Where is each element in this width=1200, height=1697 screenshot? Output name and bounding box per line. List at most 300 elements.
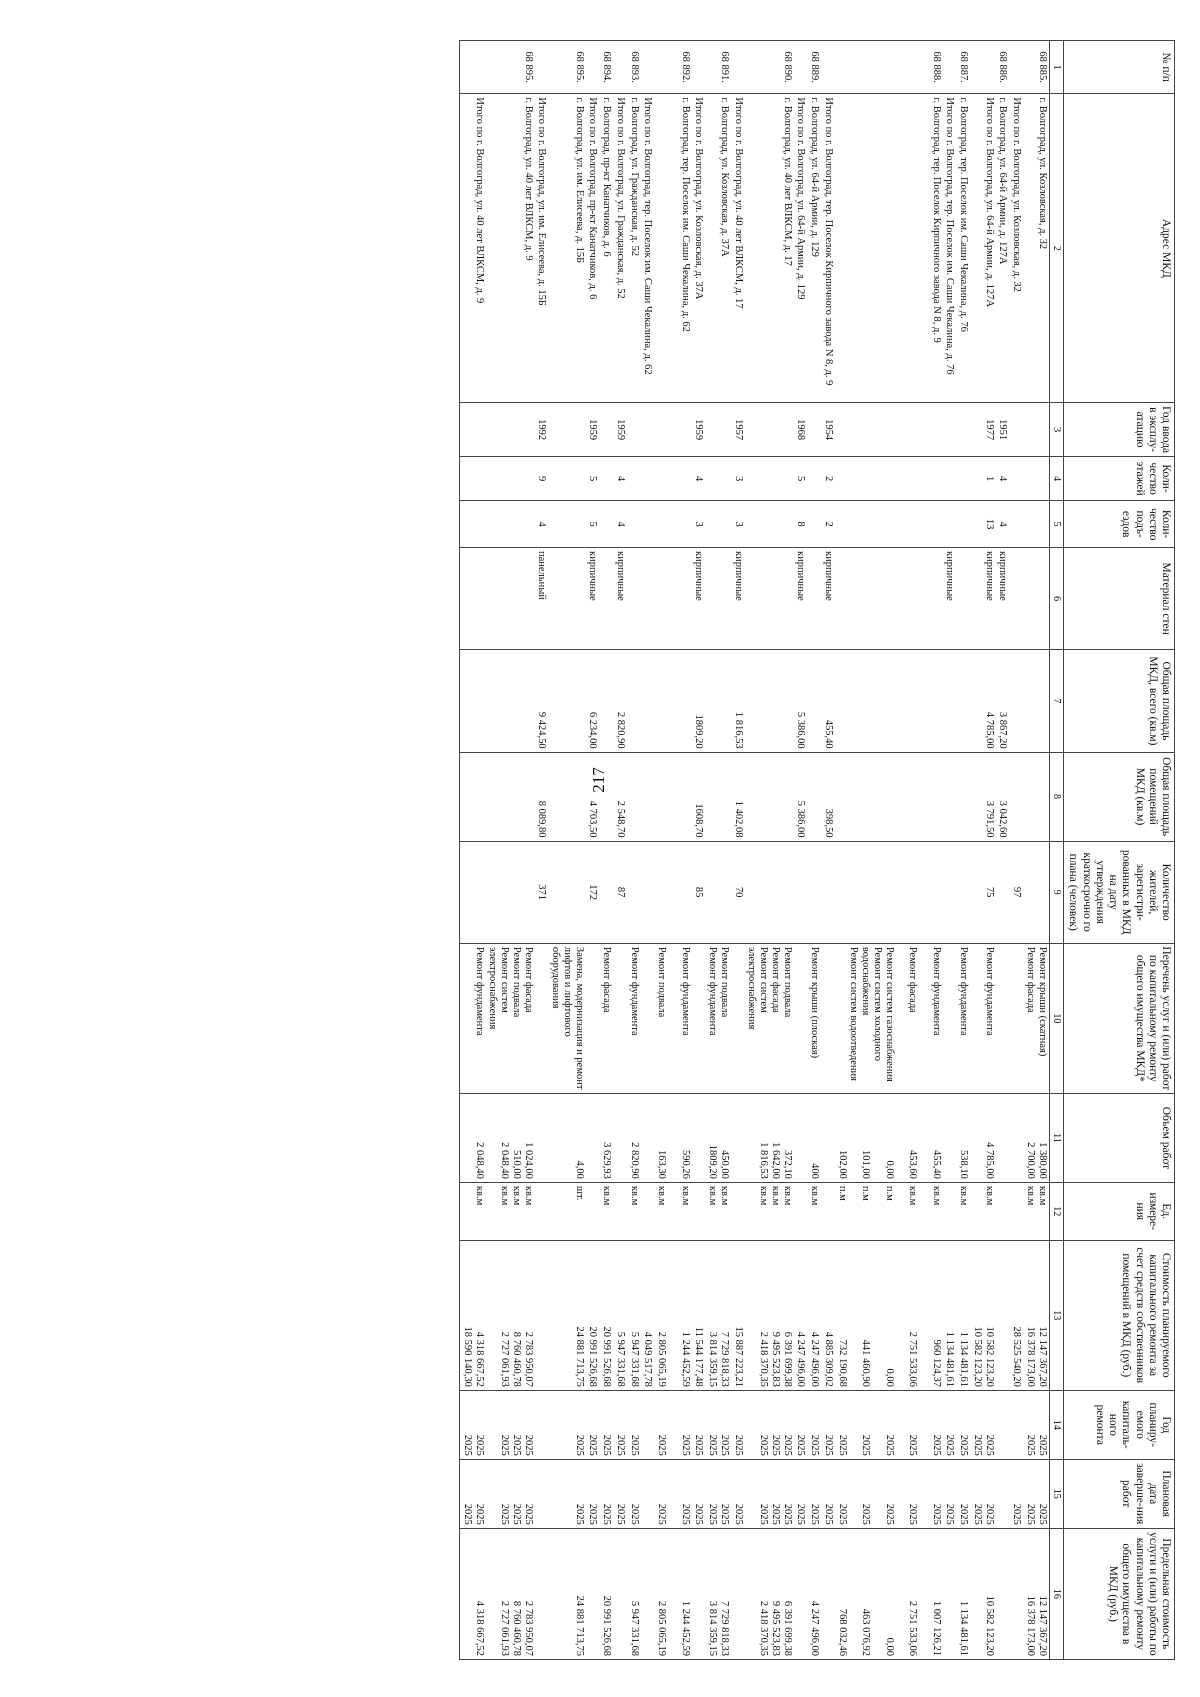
floors-cell [641,456,655,500]
premises-area-cell: 1608,70 [692,752,706,841]
wall-material-cell [655,547,692,649]
total-area-cell [943,650,957,752]
unit-cell: кв.м [808,1182,822,1240]
residents-cell [1023,841,1049,943]
limit-cost-cell: 4 318 667,52 [460,1528,486,1659]
address-cell: Итого по г. Волгоград, ул. 64-й Армии, д. 129 [794,94,808,403]
row-number: 68 893. [627,41,641,94]
repair-year-cell: 2025 [549,1390,586,1459]
col-index: 10 [1049,943,1064,1093]
volume-cell [943,1093,957,1182]
table-row [655,41,692,1660]
unit-cell [821,1182,835,1240]
table-row [613,41,627,1660]
total-area-cell [627,650,641,752]
completion-date-cell: 2025 2025 2025 2025 2025 [835,1459,943,1528]
repair-year-cell [1010,1390,1024,1459]
entrances-cell: 3 [692,501,706,548]
table-row [821,41,835,1660]
residents-cell: 172 [586,841,600,943]
table-row [486,41,535,1660]
floors-cell [706,456,732,500]
total-area-cell: 1 816,53 [731,650,745,752]
cost-cell: 4 247 496,00 [808,1240,822,1390]
completion-date-cell: 2025 [943,1459,957,1528]
completion-date-cell: 2025 [794,1459,808,1528]
floors-cell [655,456,692,500]
works-cell [996,943,1010,1093]
limit-cost-cell: 1 134 481,61 [957,1528,971,1659]
premises-area-cell: 4 703,50 [586,752,600,841]
header-premises-area: Общая площадь помещений МКД (кв.м) [1064,752,1175,841]
repair-year-cell: 2025 [943,1390,957,1459]
address-cell: г. Волгоград, ул. им. Елисеева, д. 15Б [549,94,586,403]
header-repair-year: Год планиру-емого капиталь-ного ремонта [1064,1390,1175,1459]
row-number [821,41,835,94]
entrances-cell: 4 [996,501,1010,548]
wall-material-cell: кирпичные [996,547,1010,649]
address-cell: Итого по г. Волгоград, ул. Козловская, д. 37А [692,94,706,403]
premises-area-cell [600,752,614,841]
residents-cell [808,841,822,943]
total-area-cell: 4 785,00 [970,650,996,752]
works-cell: Ремонт фундамента [970,943,996,1093]
year-cell: 1992 [535,403,549,456]
total-area-cell [641,650,655,752]
header-wall-material: Материал стен [1064,547,1175,649]
unit-cell: кв.м кв.м [655,1182,692,1240]
header-residents: Количество жителей, зарегистри-рованных в МКД на дату утверждения краткосрочно го плана (человек) [1064,841,1175,943]
wall-material-cell: кирпичные [794,547,808,649]
completion-date-cell: 2025 [549,1459,586,1528]
works-cell [821,943,835,1093]
completion-date-cell: 2025 [731,1459,745,1528]
unit-cell: кв.м кв.м кв.м [486,1182,535,1240]
row-number [794,41,808,94]
entrances-cell: 8 [794,501,808,548]
repair-year-cell: 2025 [692,1390,706,1459]
entrances-cell [957,501,971,548]
row-number: 68 892. [655,41,692,94]
residents-cell [943,841,957,943]
premises-area-cell [1023,752,1049,841]
row-number [692,41,706,94]
table-row [957,41,971,1660]
limit-cost-cell [586,1528,600,1659]
floors-cell [943,456,957,500]
volume-cell: 372,10 1 642,00 1 816,53 [745,1093,794,1182]
address-cell: г. Волгоград, ул. Козловская, д. 37А [706,94,732,403]
limit-cost-cell: 6 391 699,38 9 495 523,83 2 418 370,35 [745,1528,794,1659]
cost-cell: 28 525 540,20 [1010,1240,1024,1390]
entrances-cell [641,501,655,548]
floors-cell [835,456,943,500]
works-cell: Ремонт фундамента Ремонт подвала [655,943,692,1093]
residents-cell [600,841,614,943]
volume-cell [794,1093,808,1182]
unit-cell: шт. [549,1182,586,1240]
residents-cell: 75 [970,841,996,943]
year-cell [706,403,732,456]
limit-cost-cell [535,1528,549,1659]
volume-cell: 4 785,00 [970,1093,996,1182]
repair-year-cell: 2025 2025 2025 2025 2025 [835,1390,943,1459]
header-limit-cost: Предельная стоимость услуги и (или) работы по капитальному ремонту общего имущества в МКД (руб.) [1064,1528,1175,1659]
row-number: 68 889. [808,41,822,94]
col-index: 1 [1049,41,1064,94]
premises-area-cell [460,752,486,841]
year-cell: 1959 [613,403,627,456]
unit-cell [943,1182,957,1240]
unit-cell: кв.м [460,1182,486,1240]
address-cell: Итого по г. Волгоград, ул. Гражданская, д. 52 [613,94,627,403]
repair-year-cell: 2025 [794,1390,808,1459]
row-number [460,41,486,94]
wall-material-cell [549,547,586,649]
premises-area-cell: 398,50 [821,752,835,841]
residents-cell [996,841,1010,943]
wall-material-cell: кирпичные [692,547,706,649]
repair-year-cell: 2025 [957,1390,971,1459]
works-cell: Ремонт подвала Ремонт фасада Ремонт систем электроснабжения [745,943,794,1093]
header-unit: Ед. измере-ния [1064,1182,1175,1240]
col-index: 6 [1049,547,1064,649]
entrances-cell [745,501,794,548]
repair-year-cell [535,1390,549,1459]
works-cell [692,943,706,1093]
cost-cell [535,1240,549,1390]
year-cell [1023,403,1049,456]
volume-cell: 4,00 [549,1093,586,1182]
volume-cell [641,1093,655,1182]
premises-area-cell [706,752,732,841]
completion-date-cell: 2025 [957,1459,971,1528]
wall-material-cell [600,547,614,649]
cost-cell: 12 147 367,20 16 378 173,00 [1023,1240,1049,1390]
address-cell: Итого по г. Волгоград, ул. им. Елисеева, д. 15Б [535,94,549,403]
row-number [613,41,627,94]
floors-cell [627,456,641,500]
cost-cell: 4 247 496,00 [794,1240,808,1390]
col-index: 15 [1049,1459,1064,1528]
address-cell: Итого по г. Волгоград, пр-кт Канатчиков, д. 6 [586,94,600,403]
wall-material-cell [957,547,971,649]
total-area-cell: 455,40 [821,650,835,752]
row-number: 68 887. [957,41,971,94]
header-num: № п/п [1064,41,1175,94]
floors-cell [1023,456,1049,500]
year-cell [627,403,641,456]
year-cell [835,403,943,456]
floors-cell: 2 [821,456,835,500]
cost-cell: 10 582 123,20 10 582 123,20 [970,1240,996,1390]
table-row [706,41,732,1660]
floors-cell [745,456,794,500]
row-number: 68 885. [1023,41,1049,94]
wall-material-cell [706,547,732,649]
repair-year-cell: 2025 [821,1390,835,1459]
unit-cell: кв.м [957,1182,971,1240]
address-cell: г. Волгоград, ул. Гражданская, д. 52 [627,94,641,403]
entrances-cell [655,501,692,548]
residents-cell: 97 [1010,841,1024,943]
limit-cost-cell [1010,1528,1024,1659]
year-cell: 1977 [970,403,996,456]
completion-date-cell: 2025 [1010,1459,1024,1528]
year-cell [943,403,957,456]
unit-cell [731,1182,745,1240]
residents-cell [794,841,808,943]
floors-cell: 4 [692,456,706,500]
table-row [692,41,706,1660]
floors-cell: 5 [794,456,808,500]
completion-date-cell: 2025 2025 2025 [745,1459,794,1528]
wall-material-cell [1023,547,1049,649]
premises-area-cell: 1 402,08 [731,752,745,841]
limit-cost-cell [692,1528,706,1659]
works-cell: Ремонт фундамента Ремонт фасада Ремонт систем газоснабжения Ремонт систем холодного водоснабжения Ремонт систем водоотведения [835,943,943,1093]
table-row [549,41,586,1660]
entrances-cell [549,501,586,548]
wall-material-cell [808,547,822,649]
floors-cell [460,456,486,500]
total-area-cell [1023,650,1049,752]
total-area-cell [745,650,794,752]
header-volume: Объем работ [1064,1093,1175,1182]
address-cell: г. Волгоград, ул. 40 лет ВЛКСМ, д. 17 [745,94,794,403]
unit-cell: кв.м [627,1182,641,1240]
volume-cell [1010,1093,1024,1182]
volume-cell [996,1093,1010,1182]
volume-cell [535,1093,549,1182]
entrances-cell [943,501,957,548]
unit-cell [586,1182,600,1240]
entrances-cell: 3 [731,501,745,548]
address-cell: Итого по г. Волгоград, ул. 40 лет ВЛКСМ, д. 17 [731,94,745,403]
cost-cell: 5 947 331,68 [627,1240,641,1390]
wall-material-cell: кирпичные [943,547,957,649]
header-entrances: Коли-чество подъ-ездов [1064,501,1175,548]
repair-year-cell: 2025 [808,1390,822,1459]
wall-material-cell [1010,547,1024,649]
completion-date-cell: 2025 [808,1459,822,1528]
address-cell: г. Волгоград, тер. Поселок им. Саши Чекалина, д. 76 [957,94,971,403]
premises-area-cell [627,752,641,841]
col-index: 4 [1049,456,1064,500]
floors-cell [549,456,586,500]
total-area-cell [1010,650,1024,752]
wall-material-cell [460,547,486,649]
col-index: 2 [1049,94,1064,403]
col-index: 7 [1049,650,1064,752]
wall-material-cell [641,547,655,649]
floors-cell [808,456,822,500]
year-cell [549,403,586,456]
repair-year-cell: 2025 [600,1390,614,1459]
floors-cell: 4 [613,456,627,500]
residents-cell [486,841,535,943]
works-cell [535,943,549,1093]
floors-cell: 9 [535,456,549,500]
col-index: 5 [1049,501,1064,548]
wall-material-cell [745,547,794,649]
unit-cell: кв.м кв.м кв.м [745,1182,794,1240]
year-cell: 1951 [996,403,1010,456]
works-cell: Ремонт фасада [600,943,614,1093]
residents-cell: 87 [613,841,627,943]
year-cell [460,403,486,456]
limit-cost-cell [731,1528,745,1659]
table-body [460,41,1050,1660]
total-area-cell [957,650,971,752]
repair-year-cell: 2025 2025 [655,1390,692,1459]
floors-cell: 1 [970,456,996,500]
unit-cell [613,1182,627,1240]
address-cell: Итого по г. Волгоград, ул. 40 лет ВЛКСМ, д. 9 [460,94,486,403]
total-area-cell [835,650,943,752]
volume-cell [692,1093,706,1182]
volume-cell: 590,26 163,30 [655,1093,692,1182]
volume-cell: 1 024,00 510,00 2 048,40 [486,1093,535,1182]
volume-cell: 450,00 1809,20 [706,1093,732,1182]
residents-cell [549,841,586,943]
completion-date-cell [535,1459,549,1528]
row-number [1010,41,1024,94]
cost-cell: 1 244 452,59 2 805 065,19 [655,1240,692,1390]
entrances-cell [600,501,614,548]
works-cell [1010,943,1024,1093]
row-number: 68 888. [835,41,943,94]
total-area-cell: 5 386,00 [794,650,808,752]
year-cell: 1959 [692,403,706,456]
total-area-cell: 1809,20 [692,650,706,752]
cost-cell: 5 947 331,68 [613,1240,627,1390]
cost-cell: 4 318 667,52 18 590 140,30 [460,1240,486,1390]
volume-cell: 2 820,90 [627,1093,641,1182]
total-area-cell [808,650,822,752]
volume-cell: 400 [808,1093,822,1182]
premises-area-cell [486,752,535,841]
unit-cell [1010,1182,1024,1240]
column-index-row [1049,41,1064,1660]
works-cell [586,943,600,1093]
works-cell: Ремонт фундамента [627,943,641,1093]
limit-cost-cell [996,1528,1010,1659]
volume-cell: 3 629,93 [600,1093,614,1182]
residents-cell [821,841,835,943]
residents-cell [641,841,655,943]
works-cell: Замена, модернизация и ремонт лифтов и лифтового оборудования [549,943,586,1093]
table-row [641,41,655,1660]
premises-area-cell: 5 386,00 [794,752,808,841]
completion-date-cell: 2025 [627,1459,641,1528]
volume-cell: 538,10 [957,1093,971,1182]
volume-cell: 2 048,40 [460,1093,486,1182]
row-number: 68 895. [486,41,535,94]
header-cost: Стоимость планируемого капитального ремонта за счет средств собственников помещений в МКД (руб.) [1064,1240,1175,1390]
unit-cell: кв.м [600,1182,614,1240]
works-cell: Ремонт фасада Ремонт подвала Ремонт систем электроснабжения [486,943,535,1093]
limit-cost-cell [794,1528,808,1659]
repair-year-cell: 2025 [586,1390,600,1459]
works-cell [613,943,627,1093]
table-row [943,41,957,1660]
works-cell [641,943,655,1093]
header-works: Перечень услуг и (или) работ по капитальному ремонту общего имущества МКД* [1064,943,1175,1093]
table-row [745,41,794,1660]
col-index: 14 [1049,1390,1064,1459]
address-cell: г. Волгоград, ул. 40 лет ВЛКСМ, д. 9 [486,94,535,403]
table-row [460,41,486,1660]
header-floors: Коли-чество этажей [1064,456,1175,500]
premises-area-cell: 2 548,70 [613,752,627,841]
entrances-cell: 13 [970,501,996,548]
entrances-cell [1010,501,1024,548]
year-cell [600,403,614,456]
works-cell: Ремонт подвала Ремонт фундамента [706,943,732,1093]
cost-cell: 2 783 950,07 8 760 460,78 2 727 061,93 [486,1240,535,1390]
year-cell: 1957 [731,403,745,456]
completion-date-cell: 2025 2025 2025 [486,1459,535,1528]
unit-cell: кв.м [970,1182,996,1240]
floors-cell [957,456,971,500]
address-cell: г. Волгоград, пр-кт Канатчиков, д. 6 [600,94,614,403]
address-cell: г. Волгоград, ул. Козловская, д. 32 [1023,94,1049,403]
row-number [943,41,957,94]
volume-cell [731,1093,745,1182]
limit-cost-cell [943,1528,957,1659]
table-row [794,41,808,1660]
entrances-cell: 4 [535,501,549,548]
header-row [1064,41,1175,1660]
address-cell: г. Волгоград, ул. 64-й Армии, д. 129 [808,94,822,403]
completion-date-cell: 2025 2025 [1023,1459,1049,1528]
table-row [835,41,943,1660]
header-total-area: Общая площадь МКД, всего (кв.м) [1064,650,1175,752]
entrances-cell [808,501,822,548]
unit-cell [692,1182,706,1240]
repair-year-cell [996,1390,1010,1459]
works-cell: Ремонт крыши (плоская) [808,943,822,1093]
entrances-cell [1023,501,1049,548]
repair-year-cell: 2025 2025 [1023,1390,1049,1459]
year-cell: 1954 [821,403,835,456]
year-cell [808,403,822,456]
repair-year-cell: 2025 [627,1390,641,1459]
row-number [535,41,549,94]
cost-cell [996,1240,1010,1390]
year-cell: 1959 [586,403,600,456]
col-index: 9 [1049,841,1064,943]
residents-cell [627,841,641,943]
works-cell [731,943,745,1093]
wall-material-cell [835,547,943,649]
wall-material-cell: кирпичные [970,547,996,649]
cost-cell: 6 391 699,38 9 495 523,83 2 418 370,35 [745,1240,794,1390]
cost-cell: 1 134 481,61 [943,1240,957,1390]
volume-cell: 455,40 453,60 0,00 101,00 102,00 [835,1093,943,1182]
total-area-cell [600,650,614,752]
cost-cell: 4 885 309,02 [821,1240,835,1390]
volume-cell [821,1093,835,1182]
unit-cell [996,1182,1010,1240]
limit-cost-cell: 10 582 123,20 [970,1528,996,1659]
table-row [808,41,822,1660]
residents-cell: 85 [692,841,706,943]
premises-area-cell [655,752,692,841]
row-number: 68 894. [600,41,614,94]
unit-cell [641,1182,655,1240]
